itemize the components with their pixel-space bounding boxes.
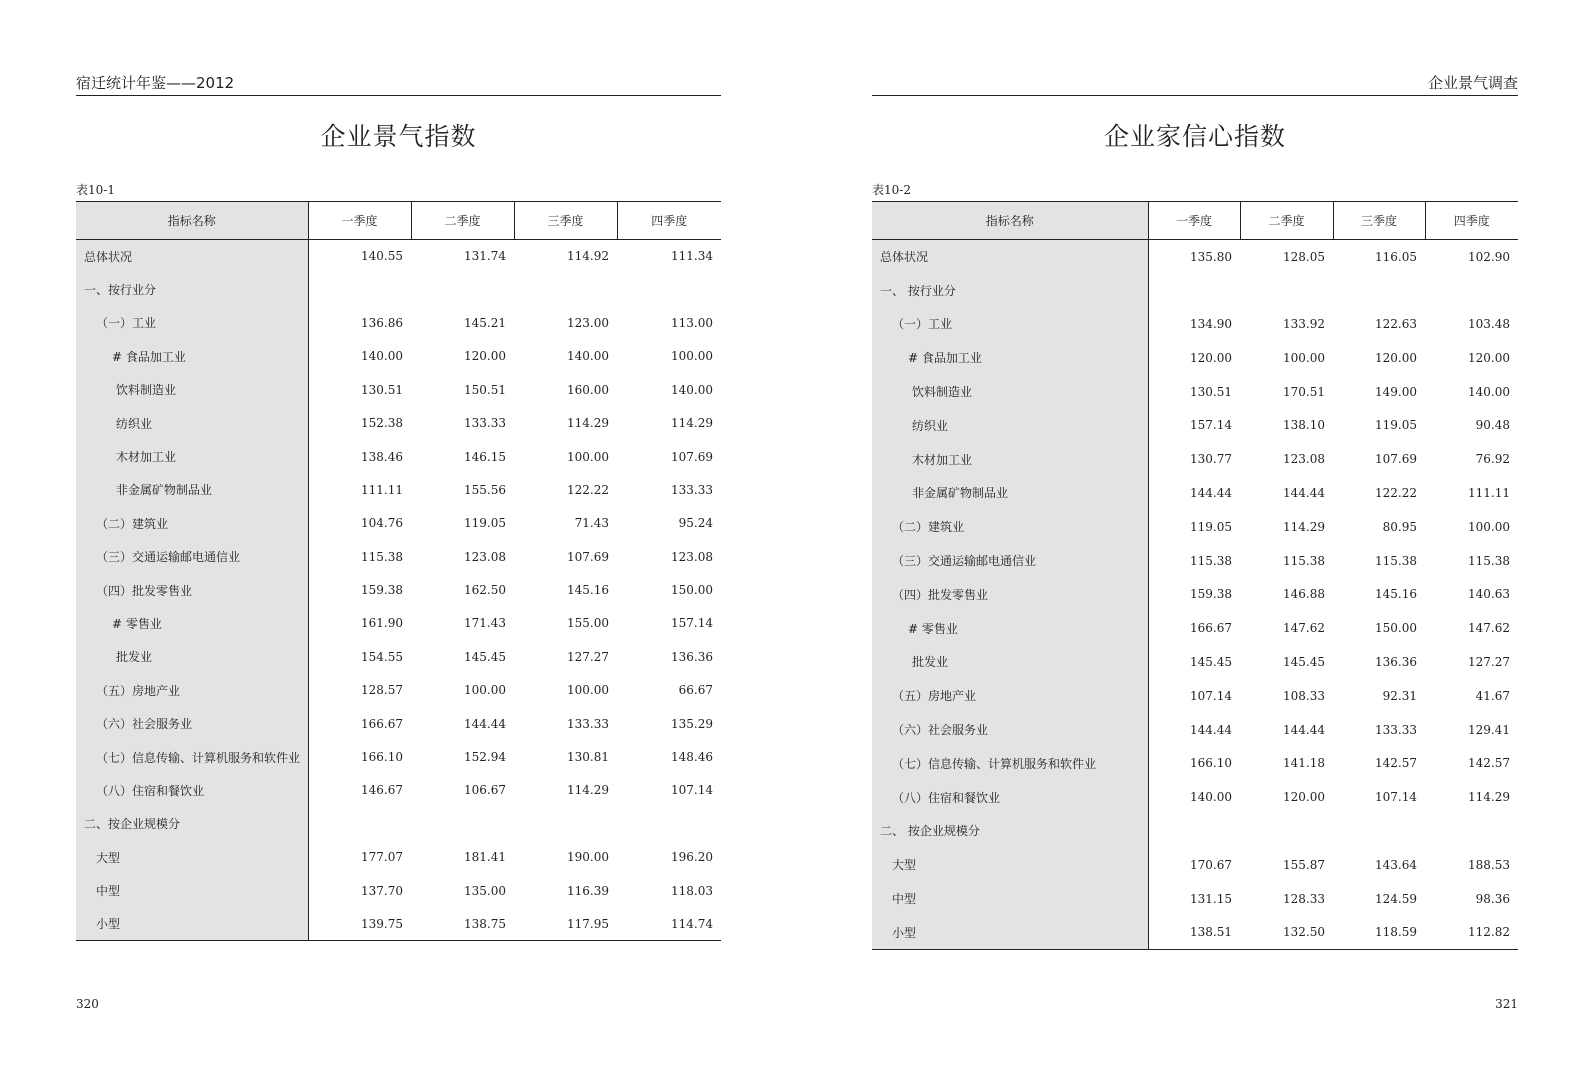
cell-q4: 98.36 xyxy=(1475,891,1510,906)
cell-q3: 107.14 xyxy=(1375,790,1417,805)
row-indicator-name: 一、按行业分 xyxy=(76,273,308,306)
table-row xyxy=(872,814,1518,848)
cell-q2: 147.62 xyxy=(1283,621,1325,636)
cell-q1: 140.55 xyxy=(361,249,403,264)
table-row xyxy=(872,577,1518,611)
header-q3: 三季度 xyxy=(514,202,617,240)
cell-q3: 116.05 xyxy=(1375,249,1417,264)
row-indicator-name: 纺织业 xyxy=(872,408,1148,442)
cell-q2: 146.88 xyxy=(1283,587,1325,602)
cell-q3: 122.22 xyxy=(1375,485,1417,500)
cell-q1: 138.51 xyxy=(1190,925,1232,940)
cell-q3: 133.33 xyxy=(567,716,609,731)
cell-q1: 154.55 xyxy=(361,649,403,664)
cell-q1: 137.70 xyxy=(361,883,403,898)
table-row xyxy=(872,510,1518,544)
row-indicator-name: 中型 xyxy=(76,874,308,907)
row-indicator-name: （三）交通运输邮电通信业 xyxy=(76,540,308,573)
cell-q1: 152.38 xyxy=(361,416,403,431)
row-indicator-name: （五）房地产业 xyxy=(872,679,1148,713)
cell-q1: 144.44 xyxy=(1190,485,1232,500)
cell-q4: 41.67 xyxy=(1475,688,1510,703)
table-row xyxy=(872,375,1518,409)
table-row xyxy=(76,240,721,273)
header-row xyxy=(872,202,1518,240)
row-indicator-name: （七）信息传输、计算机服务和软件业 xyxy=(872,746,1148,780)
cell-q4: 157.14 xyxy=(671,616,713,631)
cell-q2 xyxy=(411,273,514,306)
row-indicator-name: 纺织业 xyxy=(76,406,308,439)
cell-q1: 111.11 xyxy=(361,482,403,497)
cell-q3 xyxy=(514,807,617,840)
cell-q4: 147.62 xyxy=(1468,621,1510,636)
page-title: 企业景气指数 xyxy=(320,122,477,151)
row-indicator-name: （五）房地产业 xyxy=(76,674,308,707)
cell-q4 xyxy=(1425,273,1518,307)
cell-q4: 100.00 xyxy=(671,349,713,364)
header-indicator-name: 指标名称 xyxy=(76,202,308,240)
row-indicator-name: 大型 xyxy=(76,841,308,874)
header-q3: 三季度 xyxy=(1333,202,1425,240)
cell-q1: 157.14 xyxy=(1190,418,1232,433)
cell-q3: 140.00 xyxy=(567,349,609,364)
table-row xyxy=(76,306,721,339)
cell-q3: 115.38 xyxy=(1375,553,1417,568)
cell-q4: 188.53 xyxy=(1468,857,1510,872)
header-row xyxy=(76,202,721,240)
cell-q1 xyxy=(308,807,411,840)
table-row xyxy=(872,645,1518,679)
table-row xyxy=(76,907,721,940)
cell-q2: 119.05 xyxy=(464,516,506,531)
cell-q2: 120.00 xyxy=(464,349,506,364)
cell-q4: 196.20 xyxy=(671,850,713,865)
row-indicator-name: # 食品加工业 xyxy=(76,340,308,373)
row-indicator-name: 批发业 xyxy=(76,640,308,673)
table-row xyxy=(872,341,1518,375)
cell-q4: 112.82 xyxy=(1468,925,1510,940)
cell-q1: 115.38 xyxy=(1190,553,1232,568)
cell-q3: 107.69 xyxy=(567,549,609,564)
cell-q1: 144.44 xyxy=(1190,722,1232,737)
cell-q3: 114.29 xyxy=(567,416,609,431)
cell-q1: 159.38 xyxy=(1190,587,1232,602)
cell-q3: 116.39 xyxy=(567,883,609,898)
cell-q2: 145.21 xyxy=(464,315,506,330)
table-row xyxy=(76,573,721,606)
cell-q4: 127.27 xyxy=(1468,654,1510,669)
entrepreneur-confidence-index-table xyxy=(872,201,1518,950)
row-indicator-name: 非金属矿物制品业 xyxy=(76,473,308,506)
table-row xyxy=(76,473,721,506)
cell-q2: 155.56 xyxy=(464,482,506,497)
cell-q4: 140.00 xyxy=(1468,384,1510,399)
cell-q2: 120.00 xyxy=(1283,790,1325,805)
cell-q1: 130.51 xyxy=(1190,384,1232,399)
table-number: 表10-1 xyxy=(76,183,115,197)
cell-q4: 76.92 xyxy=(1475,452,1510,467)
cell-q1: 104.76 xyxy=(361,516,403,531)
cell-q4: 111.11 xyxy=(1468,485,1510,500)
cell-q1: 146.67 xyxy=(361,783,403,798)
cell-q1: 159.38 xyxy=(361,583,403,598)
table-row xyxy=(76,340,721,373)
table-row xyxy=(76,607,721,640)
cell-q3: 133.33 xyxy=(1375,722,1417,737)
cell-q4: 133.33 xyxy=(671,482,713,497)
cell-q3: 107.69 xyxy=(1375,452,1417,467)
cell-q1: 107.14 xyxy=(1190,688,1232,703)
row-indicator-name: （八）住宿和餐饮业 xyxy=(872,780,1148,814)
running-head: 宿迁统计年鉴——2012 xyxy=(76,74,721,96)
row-indicator-name: （七）信息传输、计算机服务和软件业 xyxy=(76,740,308,773)
cell-q3: 145.16 xyxy=(1375,587,1417,602)
row-indicator-name: （六）社会服务业 xyxy=(76,707,308,740)
cell-q4: 118.03 xyxy=(671,883,713,898)
cell-q2: 100.00 xyxy=(1283,350,1325,365)
row-indicator-name: （四）批发零售业 xyxy=(872,577,1148,611)
row-indicator-name: 饮料制造业 xyxy=(76,373,308,406)
business-climate-index-table xyxy=(76,201,721,941)
row-indicator-name: 一、 按行业分 xyxy=(872,273,1148,307)
cell-q4 xyxy=(1425,814,1518,848)
cell-q2: 135.00 xyxy=(464,883,506,898)
cell-q4: 123.08 xyxy=(671,549,713,564)
cell-q2: 152.94 xyxy=(464,750,506,765)
cell-q1: 166.10 xyxy=(361,750,403,765)
table-row xyxy=(872,679,1518,713)
table-row xyxy=(76,740,721,773)
cell-q4: 100.00 xyxy=(1468,519,1510,534)
table-row xyxy=(76,874,721,907)
cell-q3: 142.57 xyxy=(1375,756,1417,771)
cell-q4: 148.46 xyxy=(671,750,713,765)
cell-q2: 150.51 xyxy=(464,382,506,397)
row-indicator-name: 大型 xyxy=(872,848,1148,882)
row-indicator-name: # 零售业 xyxy=(76,607,308,640)
cell-q4: 140.00 xyxy=(671,382,713,397)
cell-q2: 138.10 xyxy=(1283,418,1325,433)
table-row xyxy=(76,807,721,840)
cell-q4: 150.00 xyxy=(671,583,713,598)
cell-q1: 115.38 xyxy=(361,549,403,564)
table-row xyxy=(872,307,1518,341)
header-q4: 四季度 xyxy=(617,202,721,240)
cell-q3: 155.00 xyxy=(567,616,609,631)
cell-q2: 123.08 xyxy=(1283,452,1325,467)
row-indicator-name: 总体状况 xyxy=(76,240,308,273)
table-row xyxy=(76,507,721,540)
cell-q4 xyxy=(617,807,721,840)
cell-q4: 140.63 xyxy=(1468,587,1510,602)
table-row xyxy=(872,408,1518,442)
cell-q3: 80.95 xyxy=(1382,519,1417,534)
cell-q3: 122.22 xyxy=(567,482,609,497)
page-number: 321 xyxy=(1495,997,1518,1011)
header-q1: 一季度 xyxy=(1148,202,1240,240)
cell-q2: 115.38 xyxy=(1283,553,1325,568)
cell-q4: 120.00 xyxy=(1468,350,1510,365)
cell-q4: 90.48 xyxy=(1475,418,1510,433)
table-row xyxy=(872,442,1518,476)
cell-q4: 66.67 xyxy=(678,683,713,698)
cell-q3: 114.92 xyxy=(567,249,609,264)
page-title: 企业家信心指数 xyxy=(1103,122,1286,151)
table-number: 表10-2 xyxy=(872,183,911,197)
table-row xyxy=(76,640,721,673)
table-row xyxy=(872,240,1518,274)
cell-q2 xyxy=(1240,814,1333,848)
cell-q2: 162.50 xyxy=(464,583,506,598)
cell-q2: 170.51 xyxy=(1283,384,1325,399)
cell-q3: 124.59 xyxy=(1375,891,1417,906)
cell-q1: 131.15 xyxy=(1190,891,1232,906)
table-row xyxy=(872,611,1518,645)
cell-q2: 132.50 xyxy=(1283,925,1325,940)
table-row xyxy=(76,406,721,439)
row-indicator-name: 木材加工业 xyxy=(872,442,1148,476)
cell-q3: 119.05 xyxy=(1375,418,1417,433)
row-indicator-name: （二）建筑业 xyxy=(872,510,1148,544)
table-row xyxy=(872,544,1518,578)
cell-q3 xyxy=(514,273,617,306)
cell-q3: 143.64 xyxy=(1375,857,1417,872)
table-row xyxy=(872,780,1518,814)
cell-q3: 71.43 xyxy=(574,516,609,531)
cell-q3: 122.63 xyxy=(1375,316,1417,331)
table-row xyxy=(872,476,1518,510)
table-row xyxy=(76,540,721,573)
row-indicator-name: （六）社会服务业 xyxy=(872,713,1148,747)
row-indicator-name: 非金属矿物制品业 xyxy=(872,476,1148,510)
running-head: 企业景气调查 xyxy=(872,74,1518,96)
table-row xyxy=(872,273,1518,307)
cell-q2: 144.44 xyxy=(1283,485,1325,500)
row-indicator-name: 二、按企业规模分 xyxy=(76,807,308,840)
cell-q1: 166.67 xyxy=(1190,621,1232,636)
cell-q2: 181.41 xyxy=(464,850,506,865)
cell-q2 xyxy=(1240,273,1333,307)
cell-q4: 129.41 xyxy=(1468,722,1510,737)
table-row xyxy=(76,707,721,740)
row-indicator-name: 二、 按企业规模分 xyxy=(872,814,1148,848)
row-indicator-name: # 食品加工业 xyxy=(872,341,1148,375)
table-row xyxy=(76,774,721,807)
cell-q4: 102.90 xyxy=(1468,249,1510,264)
cell-q1: 139.75 xyxy=(361,916,403,931)
cell-q4: 111.34 xyxy=(671,249,713,264)
cell-q3: 120.00 xyxy=(1375,350,1417,365)
row-indicator-name: 总体状况 xyxy=(872,240,1148,274)
cell-q4: 107.14 xyxy=(671,783,713,798)
cell-q2: 123.08 xyxy=(464,549,506,564)
cell-q2: 145.45 xyxy=(464,649,506,664)
table-row xyxy=(872,713,1518,747)
cell-q2: 155.87 xyxy=(1283,857,1325,872)
cell-q2: 146.15 xyxy=(464,449,506,464)
cell-q4: 114.29 xyxy=(1468,790,1510,805)
cell-q1: 145.45 xyxy=(1190,654,1232,669)
cell-q4 xyxy=(617,273,721,306)
cell-q1 xyxy=(308,273,411,306)
cell-q1: 128.57 xyxy=(361,683,403,698)
header-q1: 一季度 xyxy=(308,202,411,240)
row-indicator-name: （一）工业 xyxy=(872,307,1148,341)
cell-q3: 127.27 xyxy=(567,649,609,664)
cell-q4: 136.36 xyxy=(671,649,713,664)
table-row xyxy=(872,915,1518,949)
cell-q3: 118.59 xyxy=(1375,925,1417,940)
row-indicator-name: （八）住宿和餐饮业 xyxy=(76,774,308,807)
row-indicator-name: # 零售业 xyxy=(872,611,1148,645)
table-row xyxy=(76,273,721,306)
row-indicator-name: 木材加工业 xyxy=(76,440,308,473)
row-indicator-name: 饮料制造业 xyxy=(872,375,1148,409)
row-indicator-name: 批发业 xyxy=(872,645,1148,679)
cell-q3: 150.00 xyxy=(1375,621,1417,636)
cell-q2: 133.33 xyxy=(464,416,506,431)
cell-q2 xyxy=(411,807,514,840)
cell-q2: 100.00 xyxy=(464,683,506,698)
table-row xyxy=(76,841,721,874)
cell-q1: 120.00 xyxy=(1190,350,1232,365)
cell-q1: 130.77 xyxy=(1190,452,1232,467)
cell-q1: 140.00 xyxy=(1190,790,1232,805)
cell-q2: 144.44 xyxy=(1283,722,1325,737)
cell-q1: 135.80 xyxy=(1190,249,1232,264)
cell-q1: 166.67 xyxy=(361,716,403,731)
table-row xyxy=(872,746,1518,780)
cell-q3: 130.81 xyxy=(567,750,609,765)
cell-q2: 138.75 xyxy=(464,916,506,931)
cell-q4: 114.29 xyxy=(671,416,713,431)
cell-q3: 136.36 xyxy=(1375,654,1417,669)
cell-q1: 166.10 xyxy=(1190,756,1232,771)
row-indicator-name: （一）工业 xyxy=(76,306,308,339)
cell-q3: 145.16 xyxy=(567,583,609,598)
cell-q1: 140.00 xyxy=(361,349,403,364)
cell-q3 xyxy=(1333,814,1425,848)
cell-q3: 149.00 xyxy=(1375,384,1417,399)
table-row xyxy=(76,373,721,406)
row-indicator-name: （三）交通运输邮电通信业 xyxy=(872,544,1148,578)
cell-q2: 171.43 xyxy=(464,616,506,631)
cell-q4: 114.74 xyxy=(671,916,713,931)
cell-q4: 135.29 xyxy=(671,716,713,731)
cell-q2: 145.45 xyxy=(1283,654,1325,669)
cell-q2: 128.05 xyxy=(1283,249,1325,264)
header-indicator-name: 指标名称 xyxy=(872,202,1148,240)
cell-q3 xyxy=(1333,273,1425,307)
cell-q4: 95.24 xyxy=(678,516,713,531)
cell-q2: 106.67 xyxy=(464,783,506,798)
table-row xyxy=(76,440,721,473)
page-number: 320 xyxy=(76,997,99,1011)
cell-q1 xyxy=(1148,273,1240,307)
cell-q3: 92.31 xyxy=(1382,688,1417,703)
row-indicator-name: （四）批发零售业 xyxy=(76,573,308,606)
cell-q2: 141.18 xyxy=(1283,756,1325,771)
cell-q1: 134.90 xyxy=(1190,316,1232,331)
cell-q2: 114.29 xyxy=(1283,519,1325,534)
row-indicator-name: 小型 xyxy=(872,915,1148,949)
cell-q3: 100.00 xyxy=(567,683,609,698)
header-q2: 二季度 xyxy=(1240,202,1333,240)
cell-q3: 160.00 xyxy=(567,382,609,397)
cell-q2: 108.33 xyxy=(1283,688,1325,703)
cell-q4: 103.48 xyxy=(1468,316,1510,331)
cell-q1 xyxy=(1148,814,1240,848)
cell-q3: 123.00 xyxy=(567,315,609,330)
cell-q1: 161.90 xyxy=(361,616,403,631)
row-indicator-name: 中型 xyxy=(872,882,1148,916)
cell-q2: 133.92 xyxy=(1283,316,1325,331)
cell-q3: 114.29 xyxy=(567,783,609,798)
cell-q1: 170.67 xyxy=(1190,857,1232,872)
table-row xyxy=(872,848,1518,882)
cell-q2: 131.74 xyxy=(464,249,506,264)
row-indicator-name: 小型 xyxy=(76,907,308,940)
cell-q3: 190.00 xyxy=(567,850,609,865)
table-row xyxy=(76,674,721,707)
header-q2: 二季度 xyxy=(411,202,514,240)
cell-q1: 119.05 xyxy=(1190,519,1232,534)
row-indicator-name: （二）建筑业 xyxy=(76,507,308,540)
cell-q4: 113.00 xyxy=(671,315,713,330)
cell-q3: 117.95 xyxy=(567,916,609,931)
cell-q1: 136.86 xyxy=(361,315,403,330)
cell-q3: 100.00 xyxy=(567,449,609,464)
table-row xyxy=(872,882,1518,916)
cell-q4: 115.38 xyxy=(1468,553,1510,568)
cell-q1: 177.07 xyxy=(361,850,403,865)
cell-q2: 128.33 xyxy=(1283,891,1325,906)
header-q4: 四季度 xyxy=(1425,202,1518,240)
cell-q4: 107.69 xyxy=(671,449,713,464)
cell-q4: 142.57 xyxy=(1468,756,1510,771)
cell-q1: 138.46 xyxy=(361,449,403,464)
cell-q1: 130.51 xyxy=(361,382,403,397)
cell-q2: 144.44 xyxy=(464,716,506,731)
